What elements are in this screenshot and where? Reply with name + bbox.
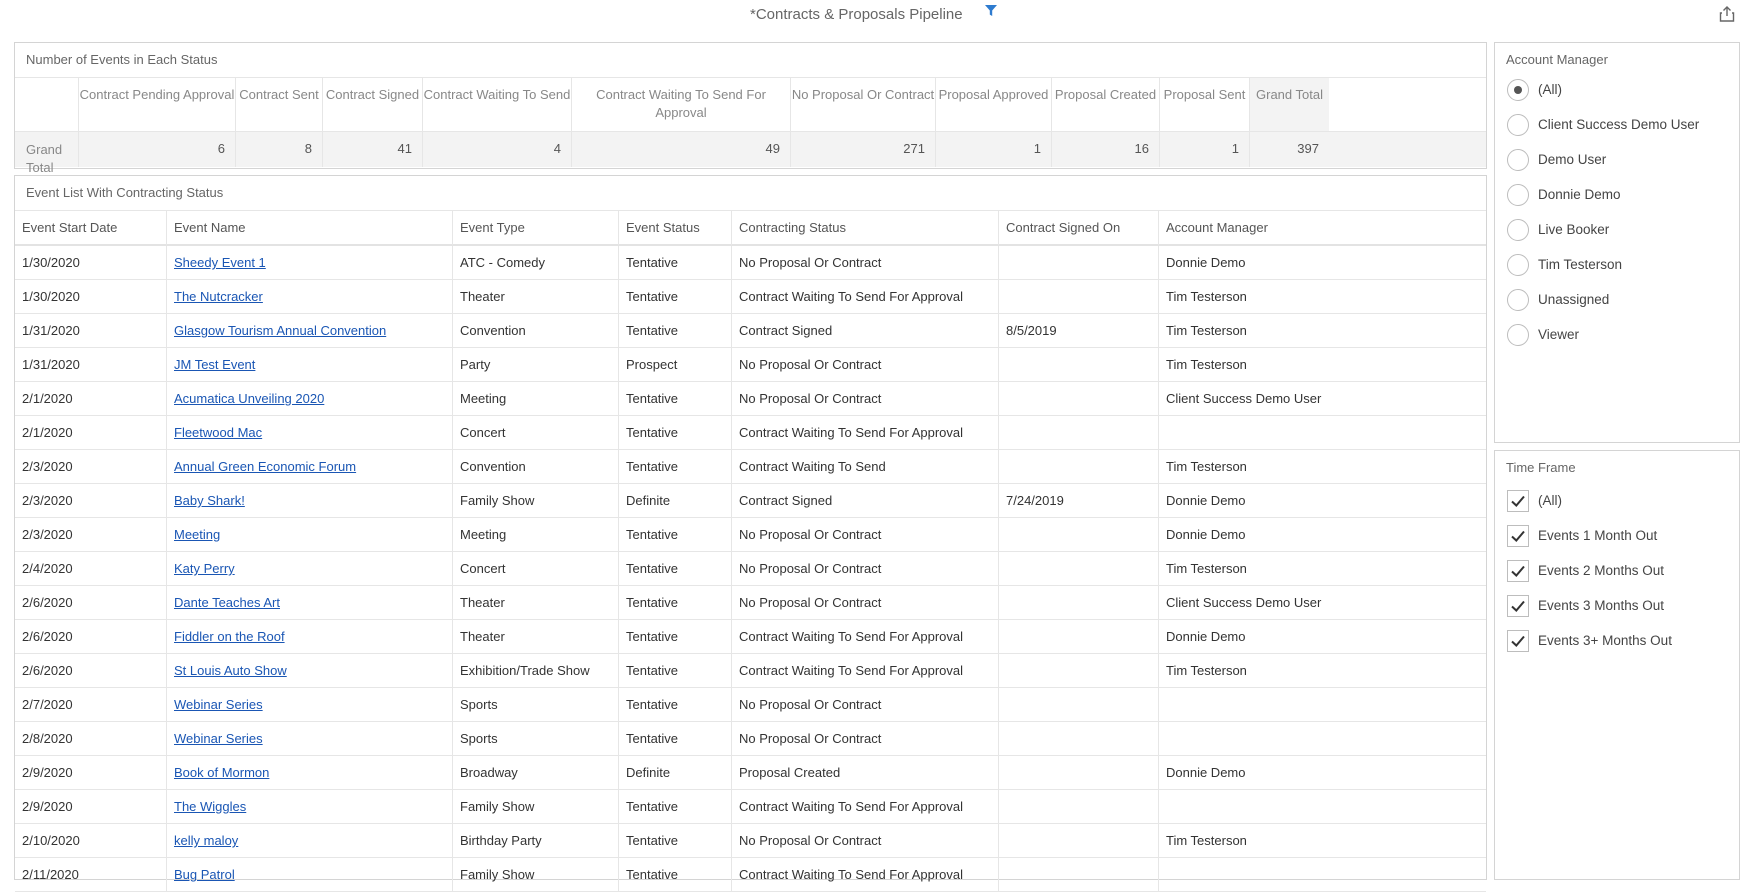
account-manager-cell: Donnie Demo [1158, 484, 1341, 518]
event-name-cell [166, 484, 452, 518]
account-manager-option-label: Demo User [1538, 152, 1607, 167]
radio-button[interactable] [1507, 184, 1529, 206]
event-type-cell: Meeting [452, 382, 618, 416]
summary-value[interactable]: 271 [790, 132, 935, 167]
contracting-status-cell: Contract Waiting To Send [731, 450, 998, 484]
event-type-cell: Sports [452, 722, 618, 756]
event-start-date-cell: 2/11/2020 [22, 867, 79, 882]
event-status-cell: Tentative [618, 552, 731, 586]
checkbox[interactable] [1507, 525, 1529, 547]
table-row[interactable] [15, 246, 1486, 280]
account-manager-option-label: Unassigned [1538, 292, 1610, 307]
table-row[interactable] [15, 416, 1486, 450]
event-name-link[interactable]: Glasgow Tourism Annual Convention [174, 323, 387, 338]
event-start-date-cell: 2/8/2020 [22, 731, 73, 746]
event-status-cell: Tentative [618, 858, 731, 892]
event-name-link[interactable]: Bug Patrol [174, 867, 235, 882]
event-list-title: Event List With Contracting Status [26, 185, 224, 200]
event-type-cell: Concert [452, 552, 618, 586]
table-row[interactable] [15, 756, 1486, 790]
event-type-cell: Exhibition/Trade Show [452, 654, 618, 688]
event-type-cell: Sports [452, 688, 618, 722]
table-row[interactable] [15, 518, 1486, 552]
summary-value[interactable]: 1 [1159, 132, 1249, 167]
summary-value[interactable]: 8 [235, 132, 322, 167]
radio-button[interactable] [1507, 219, 1529, 241]
contract-signed-on-cell [998, 620, 1158, 654]
summary-title: Number of Events in Each Status [26, 52, 218, 67]
time-frame-option-label: Events 3 Months Out [1538, 598, 1665, 613]
column-header-account-manager[interactable]: Account Manager [1158, 211, 1341, 245]
contracting-status-cell: No Proposal Or Contract [731, 382, 998, 416]
event-name-link[interactable]: Sheedy Event 1 [174, 255, 266, 270]
dashboard-title: *Contracts & Proposals Pipeline [750, 6, 963, 23]
contract-signed-on-cell [998, 450, 1158, 484]
checkbox[interactable] [1507, 560, 1529, 582]
event-status-cell: Tentative [618, 382, 731, 416]
event-name-cell [166, 756, 452, 790]
checkbox[interactable] [1507, 595, 1529, 617]
contract-signed-on-cell [998, 348, 1158, 382]
checkbox[interactable] [1507, 630, 1529, 652]
event-status-cell: Prospect [618, 348, 731, 382]
contract-signed-on-cell [998, 382, 1158, 416]
table-row[interactable] [15, 348, 1486, 382]
table-row[interactable] [15, 722, 1486, 756]
event-start-date-cell: 2/7/2020 [22, 697, 73, 712]
event-name-cell [166, 382, 452, 416]
event-type-cell: Family Show [452, 790, 618, 824]
event-type-cell: Family Show [452, 484, 618, 518]
event-status-cell: Tentative [618, 450, 731, 484]
table-row[interactable] [15, 654, 1486, 688]
event-name-cell [166, 620, 452, 654]
table-row[interactable] [15, 620, 1486, 654]
table-row[interactable] [15, 280, 1486, 314]
event-start-date-cell: 2/3/2020 [22, 527, 73, 542]
contract-signed-on-cell [998, 552, 1158, 586]
event-name-link[interactable]: kelly maloy [174, 833, 239, 848]
checkmark-icon [1508, 596, 1528, 616]
summary-column-header[interactable]: Contract Sent [235, 78, 322, 131]
account-manager-cell: Tim Testerson [1158, 824, 1341, 858]
account-manager-cell [1158, 858, 1341, 892]
event-name-cell [166, 824, 452, 858]
event-type-cell: Party [452, 348, 618, 382]
contract-signed-on-cell [998, 518, 1158, 552]
account-manager-cell: Donnie Demo [1158, 756, 1341, 790]
event-name-link[interactable]: Fiddler on the Roof [174, 629, 285, 644]
radio-button[interactable] [1507, 324, 1529, 346]
summary-column-header[interactable]: Proposal Approved [935, 78, 1051, 131]
event-name-link[interactable]: Katy Perry [174, 561, 235, 576]
event-name-cell [166, 688, 452, 722]
dashboard-header [0, 0, 1751, 30]
radio-button[interactable] [1507, 79, 1529, 101]
summary-corner-cell [15, 78, 78, 131]
radio-button[interactable] [1507, 289, 1529, 311]
event-name-cell [166, 314, 452, 348]
event-name-cell [166, 790, 452, 824]
contracting-status-cell: Contract Waiting To Send For Approval [731, 858, 998, 892]
account-manager-cell: Client Success Demo User [1158, 586, 1341, 620]
event-status-cell: Tentative [618, 620, 731, 654]
contract-signed-on-cell [998, 824, 1158, 858]
status-summary-panel [14, 42, 1487, 175]
event-status-cell: Tentative [618, 688, 731, 722]
radio-button[interactable] [1507, 254, 1529, 276]
time-frame-option-label: Events 2 Months Out [1538, 563, 1665, 578]
summary-column-header[interactable]: Contract Waiting To Send For Approval [571, 78, 790, 131]
time-frame-option-label: (All) [1538, 493, 1562, 508]
summary-header-row [15, 77, 1486, 131]
event-status-cell: Tentative [618, 790, 731, 824]
contracting-status-cell: Proposal Created [731, 756, 998, 790]
event-start-date-cell: 2/6/2020 [22, 663, 73, 678]
contract-signed-on-cell [998, 654, 1158, 688]
summary-column-header[interactable]: No Proposal Or Contract [790, 78, 935, 131]
account-manager-cell: Client Success Demo User [1158, 382, 1341, 416]
contracting-status-cell: Contract Waiting To Send For Approval [731, 280, 998, 314]
event-start-date-cell: 2/1/2020 [22, 391, 73, 406]
contracting-status-cell: No Proposal Or Contract [731, 824, 998, 858]
event-status-cell: Tentative [618, 246, 731, 280]
account-manager-filter-title: Account Manager [1506, 52, 1608, 67]
column-header-event-start-date[interactable]: Event Start Date [22, 220, 118, 235]
account-manager-cell [1158, 688, 1341, 722]
contracting-status-cell: No Proposal Or Contract [731, 688, 998, 722]
contracting-status-cell: No Proposal Or Contract [731, 348, 998, 382]
event-list-panel [14, 175, 1487, 880]
event-name-cell [166, 518, 452, 552]
table-row[interactable] [15, 824, 1486, 858]
column-header-event-type[interactable]: Event Type [452, 211, 618, 245]
contract-signed-on-cell [998, 688, 1158, 722]
time-frame-filter-title: Time Frame [1506, 460, 1576, 475]
summary-value[interactable]: 1 [935, 132, 1051, 167]
contracting-status-cell: No Proposal Or Contract [731, 722, 998, 756]
event-name-cell [166, 654, 452, 688]
event-type-cell: Birthday Party [452, 824, 618, 858]
filter-icon[interactable] [984, 4, 998, 18]
event-list-body [15, 246, 1486, 892]
event-name-link[interactable]: Book of Mormon [174, 765, 270, 780]
table-row[interactable] [15, 484, 1486, 518]
contract-signed-on-cell [998, 246, 1158, 280]
event-start-date-cell: 2/3/2020 [22, 459, 73, 474]
summary-row-label: Grand Total [26, 142, 63, 175]
account-manager-option-label: Live Booker [1538, 222, 1610, 237]
event-name-link[interactable]: St Louis Auto Show [174, 663, 287, 678]
event-status-cell: Tentative [618, 518, 731, 552]
event-name-link[interactable]: Webinar Series [174, 731, 263, 746]
account-manager-cell: Donnie Demo [1158, 246, 1341, 280]
summary-column-header[interactable]: Proposal Sent [1159, 78, 1249, 131]
table-row[interactable] [15, 382, 1486, 416]
contract-signed-on-cell [998, 586, 1158, 620]
summary-value[interactable]: 41 [322, 132, 422, 167]
event-start-date-cell: 1/30/2020 [22, 289, 80, 304]
event-status-cell: Tentative [618, 722, 731, 756]
summary-column-header[interactable]: Contract Signed [322, 78, 422, 131]
event-start-date-cell: 1/31/2020 [22, 357, 80, 372]
contracting-status-cell: Contract Waiting To Send For Approval [731, 416, 998, 450]
event-name-link[interactable]: Baby Shark! [174, 493, 245, 508]
account-manager-cell: Tim Testerson [1158, 654, 1341, 688]
event-type-cell: Family Show [452, 858, 618, 892]
contracting-status-cell: Contract Signed [731, 484, 998, 518]
table-row[interactable] [15, 314, 1486, 348]
event-name-link[interactable]: The Nutcracker [174, 289, 263, 304]
radio-button[interactable] [1507, 114, 1529, 136]
event-start-date-cell: 1/30/2020 [22, 255, 80, 270]
contracting-status-cell: Contract Waiting To Send For Approval [731, 654, 998, 688]
event-status-cell: Definite [618, 484, 731, 518]
event-start-date-cell: 2/9/2020 [22, 765, 73, 780]
account-manager-cell [1158, 416, 1341, 450]
event-type-cell: Broadway [452, 756, 618, 790]
event-name-cell [166, 348, 452, 382]
event-name-link[interactable]: Meeting [174, 527, 221, 542]
radio-button[interactable] [1507, 149, 1529, 171]
account-manager-cell [1158, 790, 1341, 824]
event-type-cell: Theater [452, 620, 618, 654]
event-list-header-row [15, 210, 1486, 246]
contract-signed-on-cell [998, 756, 1158, 790]
time-frame-option-label: Events 3+ Months Out [1538, 633, 1672, 648]
event-status-cell: Tentative [618, 416, 731, 450]
event-status-cell: Tentative [618, 824, 731, 858]
summary-column-header[interactable]: Contract Pending Approval [78, 78, 235, 131]
contract-signed-on-cell: 8/5/2019 [998, 314, 1158, 348]
event-name-cell [166, 586, 452, 620]
contract-signed-on-cell [998, 858, 1158, 892]
event-name-link[interactable]: The Wiggles [174, 799, 247, 814]
checkbox[interactable] [1507, 490, 1529, 512]
column-header-event-name[interactable]: Event Name [166, 211, 452, 245]
event-status-cell: Definite [618, 756, 731, 790]
contracting-status-cell: Contract Waiting To Send For Approval [731, 790, 998, 824]
table-row[interactable] [15, 688, 1486, 722]
column-header-contracting-status[interactable]: Contracting Status [731, 211, 998, 245]
event-type-cell: ATC - Comedy [452, 246, 618, 280]
summary-value[interactable]: 4 [422, 132, 571, 167]
share-icon[interactable] [1718, 5, 1736, 23]
account-manager-option-label: Tim Testerson [1538, 257, 1623, 272]
table-row[interactable] [15, 858, 1486, 892]
account-manager-cell: Tim Testerson [1158, 280, 1341, 314]
event-status-cell: Tentative [618, 280, 731, 314]
contract-signed-on-cell [998, 280, 1158, 314]
column-header-contract-signed-on[interactable]: Contract Signed On [998, 211, 1158, 245]
event-start-date-cell: 2/1/2020 [22, 425, 73, 440]
event-type-cell: Concert [452, 416, 618, 450]
contracting-status-cell: No Proposal Or Contract [731, 586, 998, 620]
table-row[interactable] [15, 586, 1486, 620]
checkmark-icon [1508, 561, 1528, 581]
event-type-cell: Convention [452, 314, 618, 348]
column-header-event-status[interactable]: Event Status [618, 211, 731, 245]
time-frame-option-label: Events 1 Month Out [1538, 528, 1658, 543]
table-row[interactable] [15, 790, 1486, 824]
event-status-cell: Tentative [618, 586, 731, 620]
account-manager-cell: Tim Testerson [1158, 348, 1341, 382]
account-manager-option-label: Donnie Demo [1538, 187, 1621, 202]
event-status-cell: Tentative [618, 314, 731, 348]
event-name-cell [166, 858, 452, 892]
account-manager-cell [1158, 722, 1341, 756]
contracting-status-cell: No Proposal Or Contract [731, 518, 998, 552]
summary-value[interactable]: 16 [1051, 132, 1159, 167]
account-manager-cell: Tim Testerson [1158, 552, 1341, 586]
account-manager-option-label: Client Success Demo User [1538, 117, 1700, 132]
contracting-status-cell: Contract Signed [731, 314, 998, 348]
contracting-status-cell: No Proposal Or Contract [731, 552, 998, 586]
contract-signed-on-cell: 7/24/2019 [998, 484, 1158, 518]
event-status-cell: Tentative [618, 654, 731, 688]
contracting-status-cell: No Proposal Or Contract [731, 246, 998, 280]
summary-grand-total-header[interactable]: Grand Total [1249, 78, 1329, 131]
event-name-cell [166, 246, 452, 280]
contracting-status-cell: Contract Waiting To Send For Approval [731, 620, 998, 654]
event-start-date-cell: 2/6/2020 [22, 595, 73, 610]
table-row[interactable] [15, 552, 1486, 586]
event-start-date-cell: 2/3/2020 [22, 493, 73, 508]
event-type-cell: Theater [452, 586, 618, 620]
account-manager-option-label: Viewer [1538, 327, 1580, 342]
contract-signed-on-cell [998, 722, 1158, 756]
event-name-link[interactable]: Acumatica Unveiling 2020 [174, 391, 325, 406]
event-start-date-cell: 2/10/2020 [22, 833, 80, 848]
event-name-link[interactable]: JM Test Event [174, 357, 256, 372]
event-start-date-cell: 1/31/2020 [22, 323, 80, 338]
event-name-link[interactable]: Fleetwood Mac [174, 425, 263, 440]
event-name-link[interactable]: Annual Green Economic Forum [174, 459, 357, 474]
event-type-cell: Convention [452, 450, 618, 484]
table-row[interactable] [15, 450, 1486, 484]
event-type-cell: Theater [452, 280, 618, 314]
contract-signed-on-cell [998, 790, 1158, 824]
time-frame-filter [1494, 450, 1740, 880]
account-manager-cell: Tim Testerson [1158, 450, 1341, 484]
account-manager-filter [1494, 42, 1740, 443]
account-manager-cell: Tim Testerson [1158, 314, 1341, 348]
account-manager-cell: Donnie Demo [1158, 620, 1341, 654]
summary-column-header[interactable]: Contract Waiting To Send [422, 78, 571, 131]
summary-value[interactable]: 6 [78, 132, 235, 167]
checkmark-icon [1508, 631, 1528, 651]
summary-column-header[interactable]: Proposal Created [1051, 78, 1159, 131]
event-name-cell [166, 722, 452, 756]
event-type-cell: Meeting [452, 518, 618, 552]
event-name-cell [166, 552, 452, 586]
account-manager-cell: Donnie Demo [1158, 518, 1341, 552]
event-name-cell [166, 416, 452, 450]
event-start-date-cell: 2/4/2020 [22, 561, 73, 576]
event-start-date-cell: 2/6/2020 [22, 629, 73, 644]
event-name-cell [166, 450, 452, 484]
checkmark-icon [1508, 491, 1528, 511]
event-name-cell [166, 280, 452, 314]
summary-grand-total-row [15, 131, 1486, 175]
account-manager-option-label: (All) [1538, 82, 1562, 97]
event-name-link[interactable]: Dante Teaches Art [174, 595, 280, 610]
summary-value[interactable]: 49 [571, 132, 790, 167]
contract-signed-on-cell [998, 416, 1158, 450]
event-name-link[interactable]: Webinar Series [174, 697, 263, 712]
summary-grand-total-value[interactable]: 397 [1249, 132, 1329, 167]
checkmark-icon [1508, 526, 1528, 546]
event-start-date-cell: 2/9/2020 [22, 799, 73, 814]
